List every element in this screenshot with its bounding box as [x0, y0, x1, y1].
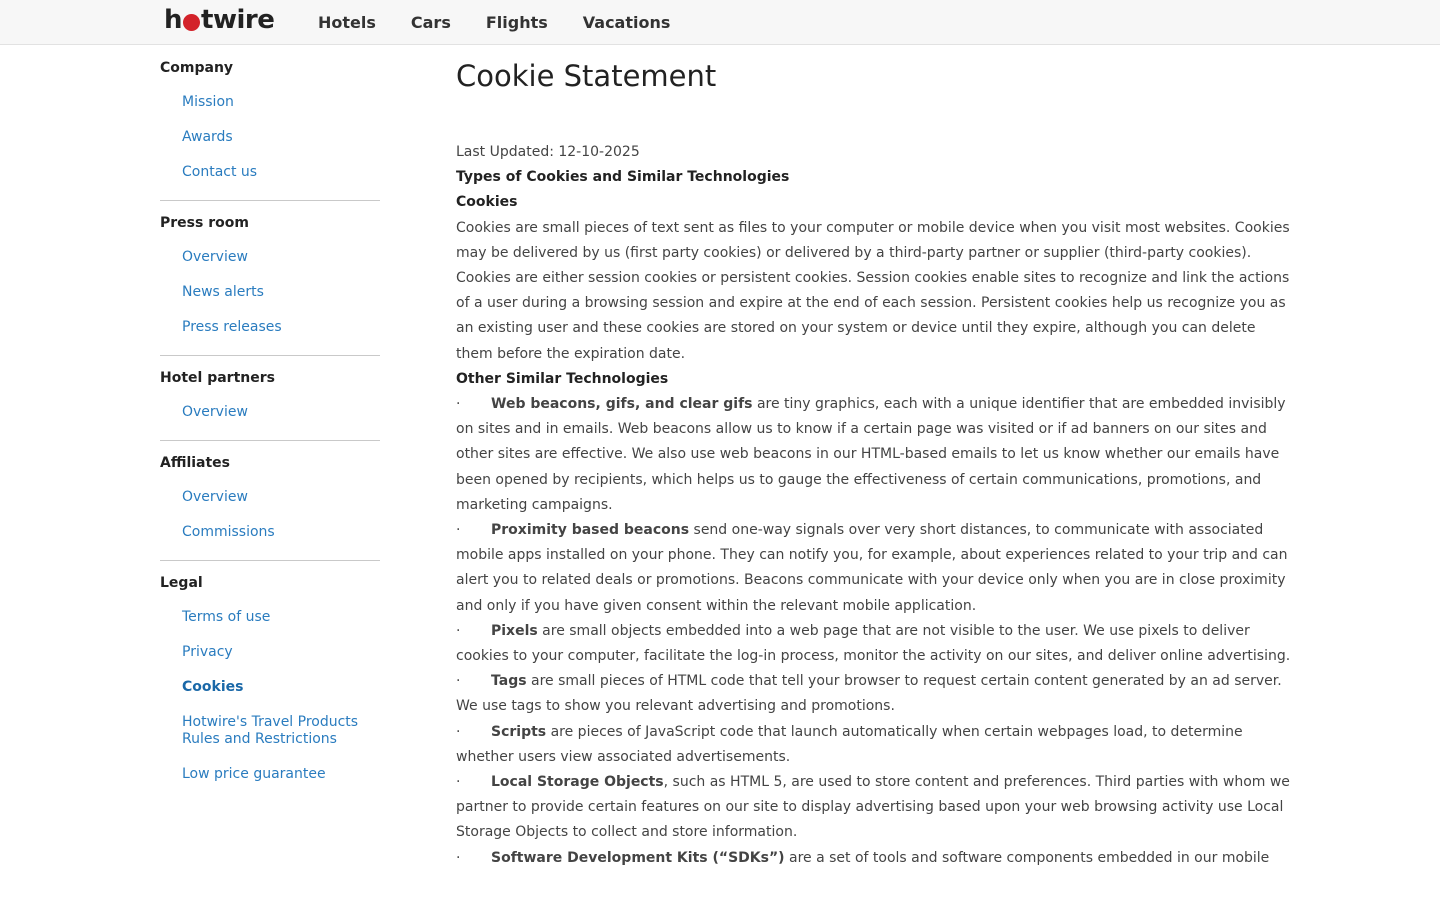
sidebar-link-press-releases[interactable]: Press releases	[182, 319, 282, 335]
nav-vacations[interactable]: Vacations	[582, 13, 671, 32]
bullet-marker: ·	[456, 774, 461, 791]
sidebar-link-hotel-partners-overview[interactable]: Overview	[182, 404, 248, 420]
logo-text-end: twire	[201, 5, 275, 35]
bullet-text: , such as HTML 5, are used to store content and preferences. Third parties with whom we partner to provide certain features on our site to display advertising based upon your web browsing activity use Local Storage Objects to collect and store information.	[456, 774, 1290, 841]
bullet-scripts	[456, 720, 1294, 770]
sidebar-section-title: Affiliates	[160, 455, 231, 471]
sidebar-link-low-price-guarantee[interactable]: Low price guarantee	[182, 766, 326, 782]
sidebar-link-travel-products-rules[interactable]: Hotwire's Travel Products Rules and Restrictions	[182, 714, 359, 747]
last-updated: Last Updated: 12-10-2025	[456, 144, 640, 160]
sidebar-section-title: Legal	[160, 575, 203, 591]
sidebar-link-contact-us[interactable]: Contact us	[182, 164, 258, 180]
nav-hotels[interactable]: Hotels	[318, 13, 376, 32]
bullet-term: Proximity based beacons	[491, 522, 690, 539]
bullet-term: Pixels	[491, 622, 538, 639]
nav-cars[interactable]: Cars	[410, 13, 451, 32]
primary-nav	[318, 0, 705, 45]
bullet-marker: ·	[456, 622, 461, 639]
bullet-text: are small pieces of HTML code that tell your browser to request certain content generated by an ad server. We use tags to show you relevant advertising and promotions.	[456, 673, 1282, 715]
main-content	[456, 58, 1294, 871]
bullet-tags	[456, 669, 1294, 719]
sidebar-link-cookies[interactable]: Cookies	[182, 679, 244, 695]
bullet-sdks	[456, 846, 1294, 871]
sidebar-link-affiliates-overview[interactable]: Overview	[182, 489, 248, 505]
bullet-text: are small objects embedded into a web page that are not visible to the user. We use pixels to deliver cookies to your computer, facilitate the log-in process, monitor the activity on our sites, and deliver online advertising.	[456, 622, 1291, 665]
nav-flights[interactable]: Flights	[485, 13, 548, 32]
sidebar-link-terms-of-use[interactable]: Terms of use	[182, 609, 271, 625]
sidebar-section-title: Hotel partners	[160, 370, 275, 386]
bullet-text: are pieces of JavaScript code that launch automatically when certain webpages load, to determine whether users view associated advertisements.	[456, 723, 1243, 765]
heading-types: Types of Cookies and Similar Technologies	[456, 169, 790, 186]
sidebar-section-hotel-partners	[160, 368, 380, 441]
sidebar-link-news-alerts[interactable]: News alerts	[182, 284, 264, 300]
bullet-pixels	[456, 619, 1294, 669]
bullet-term: Local Storage Objects	[491, 774, 664, 791]
bullet-term: Software Development Kits (“SDKs”)	[491, 849, 785, 866]
heading-other-technologies: Other Similar Technologies	[456, 370, 669, 387]
sidebar	[160, 58, 380, 814]
logo-text-start: h	[164, 5, 183, 35]
sidebar-section-title: Company	[160, 60, 234, 76]
bullet-web-beacons	[456, 392, 1294, 518]
heading-cookies: Cookies	[456, 194, 518, 211]
sidebar-section-legal	[160, 573, 380, 802]
bullet-text: are tiny graphics, each with a unique identifier that are embedded invisibly on sites and in emails. Web beacons allow us to know if a certain page was visited or if ad banners on our sites and other sites are effective. We also use web beacons in our HTML-based emails to let us know whether our emails have been opened by recipients, which helps us to gauge the effectiveness of certain communications, promotions, and marketing campaigns.	[456, 396, 1286, 513]
sidebar-section-company	[160, 58, 380, 201]
sidebar-section-press-room	[160, 213, 380, 356]
bullet-term: Web beacons, gifs, and clear gifs	[491, 396, 753, 413]
page-title: Cookie Statement	[456, 59, 717, 93]
sidebar-section-title: Press room	[160, 215, 249, 231]
hotwire-logo[interactable]	[164, 4, 274, 36]
bullet-term: Scripts	[491, 723, 547, 740]
sidebar-link-mission[interactable]: Mission	[182, 94, 234, 110]
bullet-term: Tags	[491, 673, 527, 690]
bullet-marker: ·	[456, 849, 461, 866]
sidebar-link-awards[interactable]: Awards	[182, 129, 233, 145]
cookies-paragraph: Cookies are small pieces of text sent as files to your computer or mobile device when you visit most websites. Cookies may be delivered by us (first party cookies) or delivered by a third-party partner or supplier (third-party cookies). Cookies are either session cookies or persistent cookies. Session cookies enable sites to recognize and link the actions of a user during a browsing session and expire at the end of each session. Persistent cookies help us recognize you as an existing user and these cookies are stored on your system or device until they expire, although you can delete them before the expiration date.	[456, 219, 1290, 362]
bullet-marker: ·	[456, 396, 461, 413]
bullet-marker: ·	[456, 522, 461, 539]
top-navigation-bar	[0, 0, 1440, 45]
bullet-marker: ·	[456, 723, 461, 740]
bullet-text: send one-way signals over very short distances, to communicate with associated mobile apps installed on your phone. They can notify you, for example, about experiences related to your trip and can alert you to related deals or promotions. Beacons communicate with your device only when you are in close proximity and only if you have given consent within the relevant mobile application.	[456, 522, 1288, 614]
sidebar-section-affiliates	[160, 453, 380, 561]
sidebar-link-press-overview[interactable]: Overview	[182, 249, 248, 265]
bullet-marker: ·	[456, 673, 461, 690]
logo-red-dot-icon	[183, 14, 200, 31]
sidebar-link-privacy[interactable]: Privacy	[182, 644, 233, 660]
sidebar-link-commissions[interactable]: Commissions	[182, 524, 275, 540]
bullet-proximity-beacons	[456, 518, 1294, 619]
bullet-local-storage	[456, 770, 1294, 846]
bullet-text: are a set of tools and software components embedded in our mobile	[784, 849, 1270, 866]
